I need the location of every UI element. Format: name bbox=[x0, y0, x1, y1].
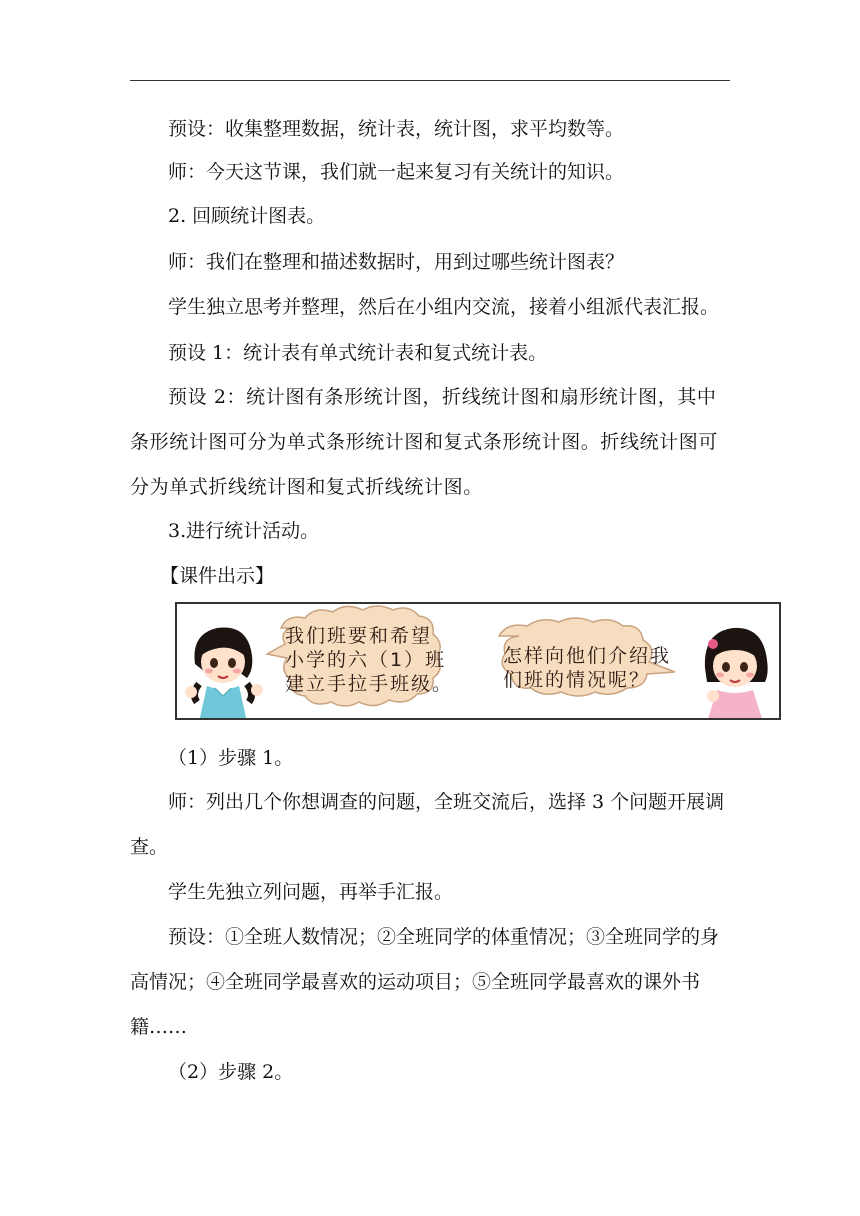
left-bubble-text bbox=[285, 624, 453, 696]
girl-left-illustration bbox=[185, 627, 263, 720]
section-heading-review: 2. 回顾统计图表。 bbox=[168, 205, 326, 227]
paragraph-students-discuss: 学生独立思考并整理，然后在小组内交流，接着小组派代表汇报。 bbox=[168, 296, 720, 318]
paragraph-preset-2: 预设 2：统计图有条形统计图，折线统计图和扇形统计图，其中条形统计图可分为单式条形统计图和复式条形统计图。折线统计图可分为单式折线统计图和复式折线统计图。 bbox=[130, 386, 719, 498]
left-bubble-line: 建立手拉手班级。 bbox=[285, 673, 454, 695]
girl-right-illustration bbox=[705, 628, 768, 720]
step-2-heading: （2）步骤 2。 bbox=[168, 1061, 294, 1083]
courseware-label: 【课件出示】 bbox=[160, 565, 275, 587]
right-bubble-text bbox=[503, 644, 671, 692]
paragraph-teacher-intro: 师：今天这节课，我们就一起来复习有关统计的知识。 bbox=[168, 161, 625, 183]
paragraph-preset-1: 预设 1：统计表有单式统计表和复式统计表。 bbox=[168, 342, 548, 364]
right-bubble-line: 们班的情况呢？ bbox=[503, 669, 651, 691]
step-1-heading: （1）步骤 1。 bbox=[168, 747, 294, 769]
courseware-banner bbox=[175, 602, 781, 720]
left-bubble-line: 小学的六（1）班 bbox=[285, 649, 447, 671]
section-heading-activity: 3.进行统计活动。 bbox=[168, 520, 320, 542]
header-rule bbox=[130, 80, 730, 81]
paragraph-preset-survey: 预设：①全班人数情况；②全班同学的体重情况；③全班同学的身高情况；④全班同学最喜欢的运动项目；⑤全班同学最喜欢的课外书籍…… bbox=[130, 926, 720, 1038]
courseware-illustration bbox=[177, 604, 781, 720]
right-bubble-line: 怎样向他们介绍我 bbox=[503, 645, 672, 667]
paragraph-teacher-list: 师：列出几个你想调查的问题，全班交流后，选择 3 个问题开展调查。 bbox=[130, 791, 725, 858]
left-bubble-line: 我们班要和希望 bbox=[285, 625, 433, 647]
paragraph-preset-collect: 预设：收集整理数据，统计表，统计图，求平均数等。 bbox=[168, 118, 625, 140]
paragraph-teacher-question: 师：我们在整理和描述数据时，用到过哪些统计图表？ bbox=[168, 251, 625, 273]
paragraph-students-list: 学生先独立列问题，再举手汇报。 bbox=[168, 881, 454, 903]
